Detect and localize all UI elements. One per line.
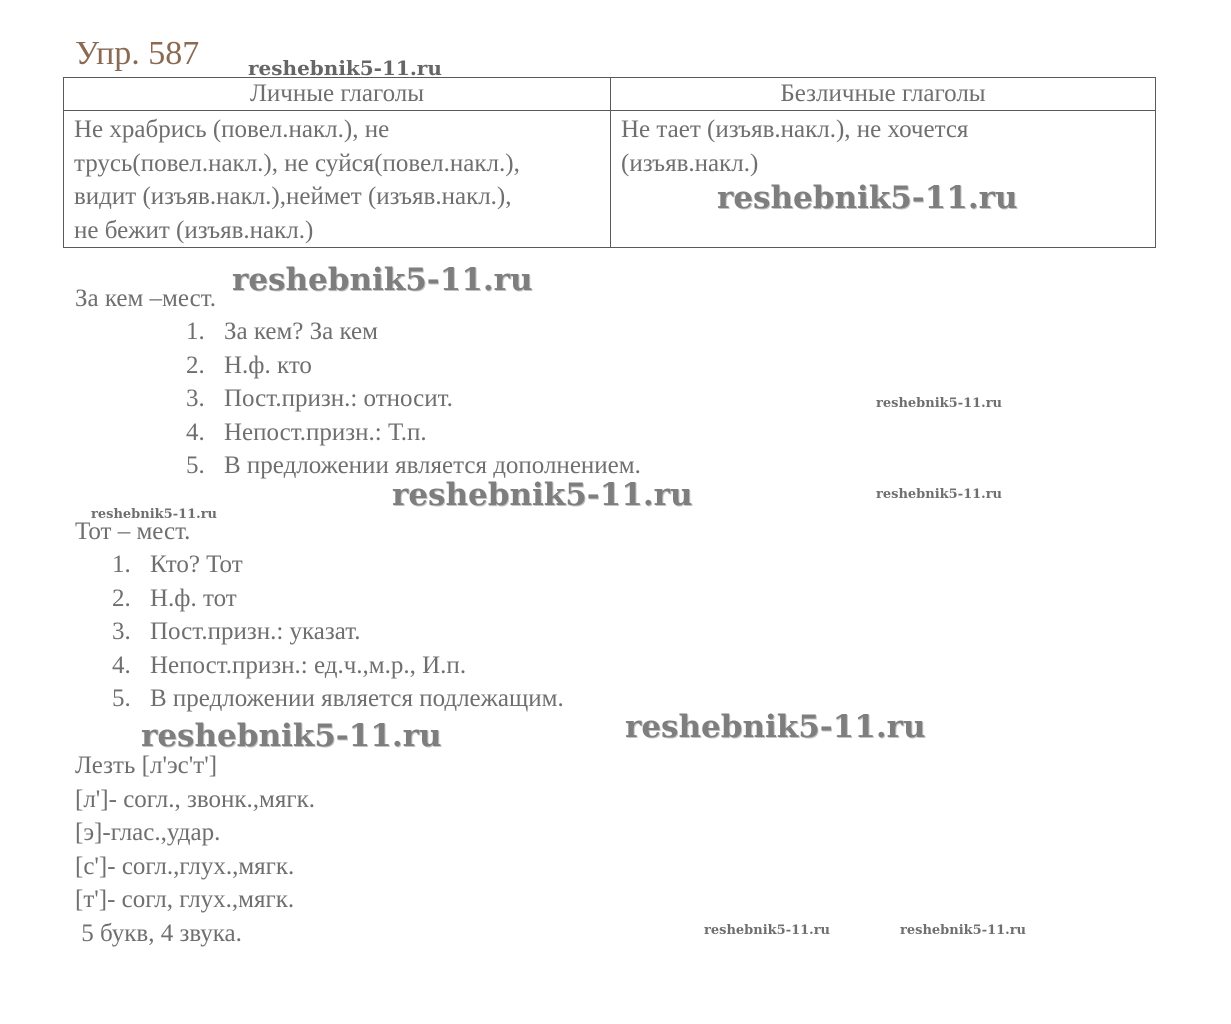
cell-line: Не тает (изъяв.накл.), не хочется xyxy=(621,116,969,143)
list-item: 2. Н.ф. кто xyxy=(186,351,312,379)
list-item: 3. Пост.призн.: относит. xyxy=(186,385,453,412)
watermark: reshebnik5-11.ru xyxy=(91,507,218,522)
cell-line: Не храбрись (повел.накл.), не xyxy=(74,116,390,143)
watermark: reshebnik5-11.ru xyxy=(392,477,693,513)
list-item: 1. Кто? Тот xyxy=(112,551,243,578)
phonetic-line: [т']- согл, глух.,мягк. xyxy=(75,886,295,913)
phonetic-line: [л']- согл., звонк.,мягк. xyxy=(75,785,316,813)
watermark: reshebnik5-11.ru xyxy=(717,180,1018,216)
list-item: 5. В предложении является дополнением. xyxy=(186,452,641,479)
watermark: reshebnik5-11.ru xyxy=(704,923,831,938)
analysis-list-za-kem xyxy=(186,315,786,483)
section-heading: За кем –мест. xyxy=(75,285,216,312)
cell-line: не бежит (изъяв.накл.) xyxy=(74,216,314,244)
watermark: reshebnik5-11.ru xyxy=(232,262,533,298)
phonetic-summary: 5 букв, 4 звука. xyxy=(75,919,242,947)
phonetic-line: [с']- согл.,глух.,мягк. xyxy=(75,852,295,880)
list-item: 2. Н.ф. тот xyxy=(112,584,237,612)
list-item: 3. Пост.призн.: указат. xyxy=(112,618,361,645)
watermark: reshebnik5-11.ru xyxy=(876,396,1003,411)
impersonal-verbs-cell xyxy=(611,111,1156,248)
watermark: reshebnik5-11.ru xyxy=(141,718,442,754)
header-impersonal-verbs: Безличные глаголы xyxy=(611,78,1156,111)
phonetic-line: [э]-глас.,удар. xyxy=(75,819,221,846)
watermark: reshebnik5-11.ru xyxy=(900,923,1027,938)
cell-line: (изъяв.накл.) xyxy=(621,149,759,177)
analysis-list-tot xyxy=(112,548,712,716)
phonetic-line: Лезть [л'эс'т'] xyxy=(75,752,218,779)
verbs-table xyxy=(63,77,1156,248)
watermark: reshebnik5-11.ru xyxy=(248,56,442,80)
cell-line: видит (изъяв.накл.),неймет (изъяв.накл.), xyxy=(74,183,512,210)
header-personal-verbs: Личные глаголы xyxy=(64,78,611,111)
list-item: 1. За кем? За кем xyxy=(186,318,378,345)
list-item: 5. В предложении является подлежащим. xyxy=(112,685,564,712)
list-item: 4. Непост.призн.: Т.п. xyxy=(186,418,427,446)
section-za-kem xyxy=(75,282,216,316)
exercise-title: Упр. 587 xyxy=(75,35,200,72)
section-heading: Тот – мест. xyxy=(75,518,191,545)
cell-line: трусь(повел.накл.), не суйся(повел.накл.), xyxy=(74,149,520,177)
personal-verbs-cell xyxy=(64,111,611,248)
list-item: 4. Непост.призн.: ед.ч.,м.р., И.п. xyxy=(112,651,467,679)
phonetic-analysis xyxy=(75,749,315,950)
section-tot xyxy=(75,515,190,549)
watermark: reshebnik5-11.ru xyxy=(625,709,926,745)
watermark: reshebnik5-11.ru xyxy=(876,487,1003,502)
